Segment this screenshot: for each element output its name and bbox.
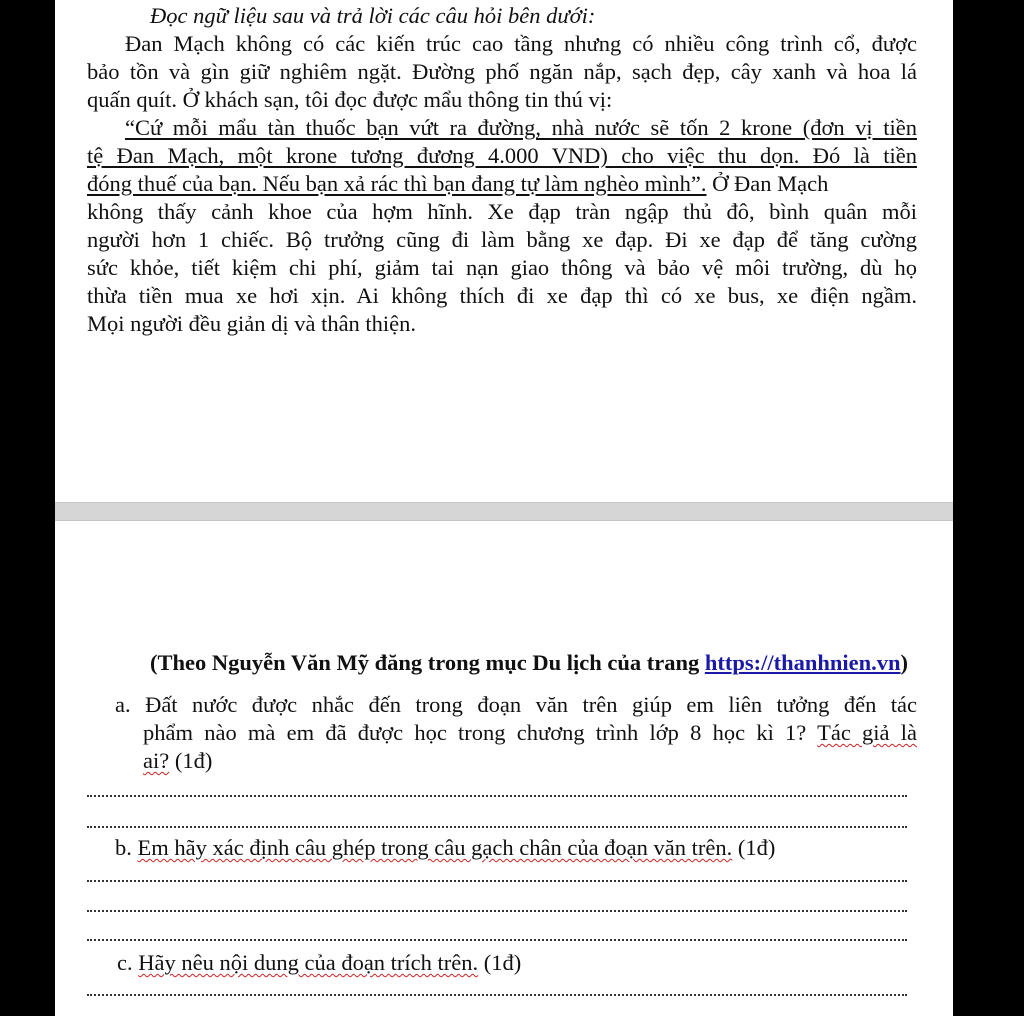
answer-line[interactable] — [87, 937, 907, 941]
underlined-sentence-line — [87, 170, 828, 198]
question-c — [117, 949, 521, 977]
instruction-heading: Đọc ngữ liệu sau và trả lời các câu hỏi bên dưới: — [150, 3, 596, 28]
answer-line[interactable] — [87, 908, 907, 912]
passage-line: thừa tiền mua xe hơi xịn. Ai không thích đi xe đạp thì có xe bus, xe điện ngầm. — [87, 283, 917, 308]
passage-line: Mọi người đều giản dị và thân thiện. — [87, 311, 417, 336]
passage-line: Đan Mạch không có các kiến trúc cao tầng nhưng có nhiều công trình cổ, được — [125, 31, 917, 56]
question-b-label: b. — [115, 835, 138, 860]
passage-line: người hơn 1 chiếc. Bộ trưởng cũng đi làm bằng xe đạp. Đi xe đạp để tăng cường — [87, 227, 917, 252]
question-a-line — [143, 719, 917, 747]
question-c-points: (1đ) — [478, 950, 522, 975]
document-page-1 — [55, 0, 953, 502]
answer-line[interactable] — [87, 824, 907, 828]
passage-line: quấn quít. Ở khách sạn, tôi đọc được mẩu thông tin thú vị: — [87, 87, 613, 112]
question-c-label: c. — [117, 950, 139, 975]
answer-line[interactable] — [87, 992, 907, 996]
passage-line: bảo tồn và gìn giữ nghiêm ngặt. Đường phố ngăn nắp, sạch đẹp, cây xanh và hoa lá — [87, 59, 917, 84]
source-citation — [150, 649, 908, 677]
question-c-text: Hãy nêu nội dung của đoạn trích trên. — [138, 950, 479, 975]
question-b-text: Em hãy xác định câu ghép trong câu gạch chân của đoạn văn trên. — [137, 835, 733, 860]
source-link[interactable]: https://thanhnien.vn — [704, 650, 901, 675]
answer-line[interactable] — [87, 878, 907, 882]
question-a-line: a. Đất nước được nhắc đến trong đoạn văn trên giúp em liên tưởng đến tác — [115, 692, 917, 717]
underlined-sentence-line: “Cứ mỗi mẩu tàn thuốc bạn vứt ra đường, nhà nước sẽ tốn 2 krone (đơn vị tiền — [125, 115, 917, 140]
question-b — [115, 834, 775, 862]
question-a-wavy-text: ai? — [143, 748, 170, 773]
passage-continuation: Ở Đan Mạch — [706, 171, 829, 196]
question-a-text: phẩm nào mà em đã được học trong chương trình lớp 8 học kì 1? — [143, 720, 818, 745]
source-prefix: (Theo Nguyễn Văn Mỹ đăng trong mục Du lịch của trang — [150, 650, 705, 675]
question-a-line — [143, 747, 212, 775]
passage-line: sức khỏe, tiết kiệm chi phí, giảm tai nạn giao thông và bảo vệ môi trường, dù họ — [87, 255, 917, 280]
page-break — [55, 502, 953, 521]
underlined-sentence-end: đóng thuế của bạn. Nếu bạn xả rác thì bạn đang tự làm nghèo mình”. — [87, 171, 707, 196]
source-suffix: ) — [900, 650, 909, 675]
question-b-points: (1đ) — [732, 835, 776, 860]
passage-line: không thấy cảnh khoe của hợm hĩnh. Xe đạp tràn ngập thủ đô, bình quân mỗi — [87, 199, 917, 224]
question-a-points: (1đ) — [169, 748, 213, 773]
question-a-wavy-text: Tác giả là — [817, 720, 917, 745]
answer-line[interactable] — [87, 793, 907, 797]
underlined-sentence-line: tệ Đan Mạch, một krone tương đương 4.000 VND) cho việc thu dọn. Đó là tiền — [87, 143, 917, 168]
document-page-2 — [55, 521, 953, 1016]
